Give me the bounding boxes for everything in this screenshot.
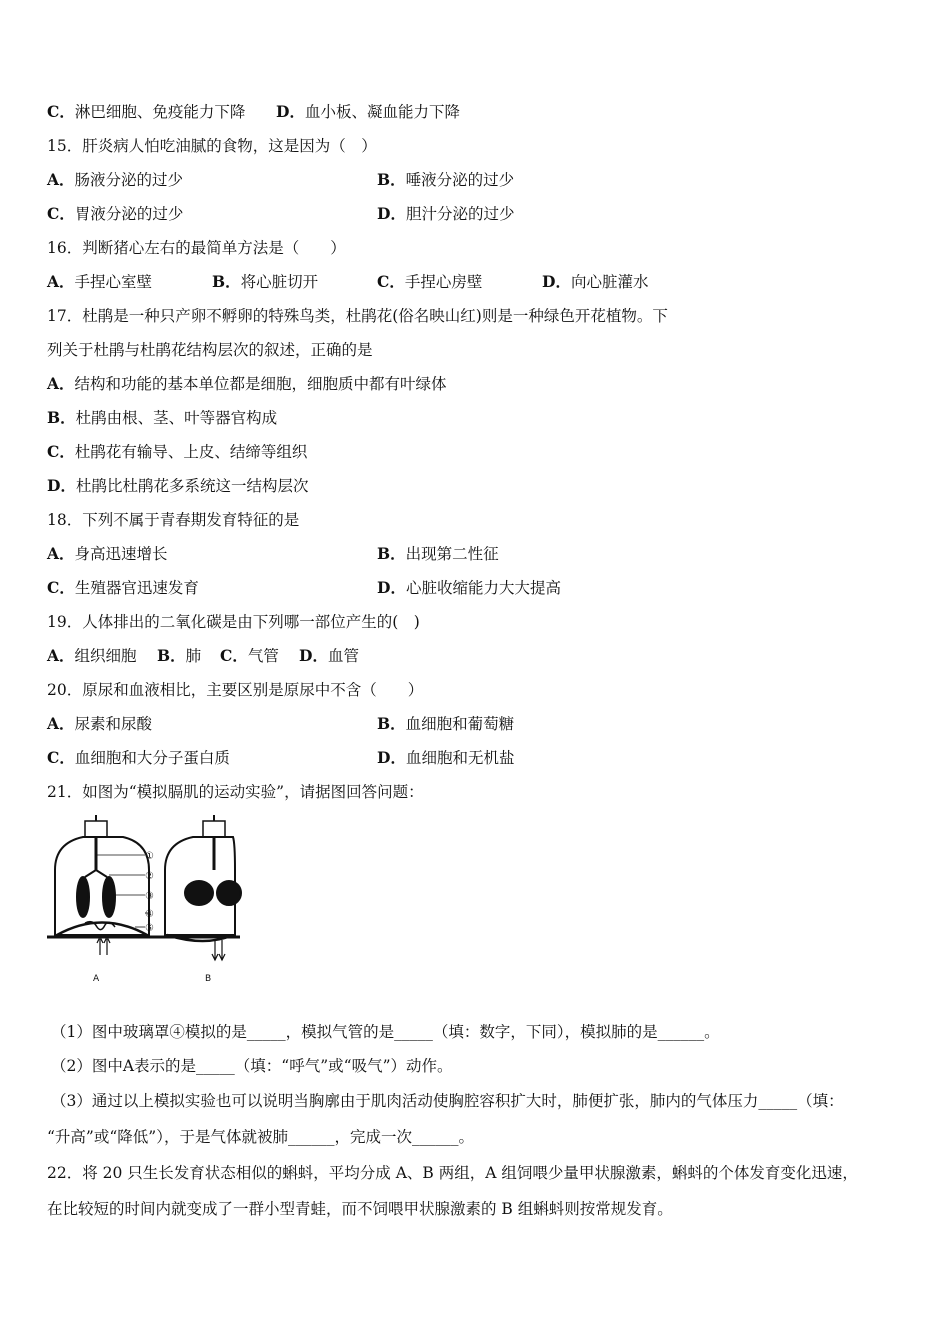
option-letter: B． [377, 544, 406, 563]
label-4: ④ [145, 909, 154, 920]
q18-stem: 18．下列不属于青春期发育特征的是 [47, 511, 300, 529]
bell-jar-a [55, 837, 149, 935]
option-text: 杜鹃比杜鹃花多系统这一结构层次 [75, 477, 309, 495]
label-5: ⑤ [145, 923, 154, 934]
q19-stem: 19．人体排出的二氧化碳是由下列哪一部位产生的( ) [47, 613, 420, 631]
option-text: 血管 [327, 647, 359, 665]
label-b: B [205, 974, 212, 984]
stopper-b [203, 821, 225, 837]
option-letter: C． [47, 748, 75, 767]
option-letter: B． [377, 714, 406, 733]
q21-sub1: （1）图中玻璃罩④模拟的是_____，模拟气管的是_____（填：数字，下同），模拟肺的是______。 [51, 1023, 720, 1041]
option-letter: A． [47, 170, 75, 189]
option-text: 杜鹃由根、茎、叶等器官构成 [75, 409, 278, 427]
q17-stem-line1: 17．杜鹃是一种只产卵不孵卵的特殊鸟类，杜鹃花(俗名映山红)则是一种绿色开花植物。下 [47, 307, 668, 325]
option-text: 心脏收缩能力大大提高 [405, 579, 561, 597]
option-text: 杜鹃花有输导、上皮、结缔等组织 [74, 443, 308, 461]
option-text: 唾液分泌的过少 [405, 171, 515, 189]
option-letter: C． [47, 578, 75, 597]
q17-option-b [47, 408, 277, 428]
option-text: 血细胞和葡萄糖 [405, 715, 515, 733]
option-text: 身高迅速增长 [74, 545, 168, 563]
q17-option-d [47, 476, 308, 496]
q22-line1: 22．将 20 只生长发育状态相似的蝌蚪，平均分成 A、B 两组，A 组饲喂少量甲状腺激素，蝌蚪的个体发育变化迅速， [47, 1164, 858, 1182]
q21-sub3-line1: （3）通过以上模拟实验也可以说明当胸廓由于肌肉活动使胸腔容积扩大时，肺便扩张，肺内的气体压力_____（填： [51, 1092, 844, 1110]
q17-option-c [47, 442, 307, 462]
option-letter: A． [47, 714, 75, 733]
option-letter: C． [377, 272, 405, 291]
option-text: 肠液分泌的过少 [74, 171, 184, 189]
q15-stem: 15．肝炎病人怕吃油腻的食物，这是因为（ ） [47, 137, 377, 155]
option-text: 胆汁分泌的过少 [405, 205, 515, 223]
option-letter: C． [47, 102, 75, 121]
option-text: 生殖器官迅速发育 [74, 579, 199, 597]
option-letter: B． [377, 170, 406, 189]
option-letter: B． [47, 408, 76, 427]
option-text: 血细胞和大分子蛋白质 [74, 749, 230, 767]
q21-sub3-line2: “升高”或“降低”），于是气体就被肺______，完成一次______。 [47, 1128, 474, 1146]
option-letter: B． [157, 646, 186, 665]
option-letter: A． [47, 272, 75, 291]
option-letter: C． [47, 204, 75, 223]
q21-stem: 21．如图为“模拟膈肌的运动实验”，请据图回答问题： [47, 783, 424, 801]
option-text: 血细胞和无机盐 [405, 749, 515, 767]
option-text: 出现第二性征 [405, 545, 499, 563]
bronchi-a [85, 870, 107, 877]
option-letter: A． [47, 544, 75, 563]
stopper-a [85, 821, 107, 837]
label-1: ① [145, 851, 154, 862]
option-text: 胃液分泌的过少 [74, 205, 184, 223]
option-text: 血小板、凝血能力下降 [304, 103, 460, 121]
q17-stem-line2: 列关于杜鹃与杜鹃花结构层次的叙述，正确的是 [47, 341, 373, 359]
option-text: 气管 [247, 647, 279, 665]
lung-b-right [217, 881, 241, 905]
option-text: 将心脏切开 [240, 273, 319, 291]
option-text: 结构和功能的基本单位都是细胞，细胞质中都有叶绿体 [74, 375, 447, 393]
q22-line2: 在比较短的时间内就变成了一群小型青蛙，而不饲喂甲状腺激素的 B 组蝌蚪则按常规发育。 [47, 1200, 673, 1218]
option-letter: C． [47, 442, 75, 461]
option-letter: D． [377, 748, 406, 767]
option-letter: C． [220, 646, 248, 665]
lung-a-right [103, 877, 115, 917]
option-letter: A． [47, 374, 75, 393]
option-letter: B． [212, 272, 241, 291]
option-letter: D． [377, 204, 406, 223]
option-text: 手捏心房壁 [404, 273, 483, 291]
option-letter: D． [47, 476, 76, 495]
option-text: 组织细胞 [74, 647, 137, 665]
option-letter: A． [47, 646, 75, 665]
lung-a-left [77, 877, 89, 917]
label-3: ③ [145, 891, 154, 902]
q21-sub2: （2）图中A表示的是_____（填：“呼气”或“吸气”）动作。 [51, 1057, 453, 1075]
label-2: ② [145, 871, 154, 882]
option-letter: D． [542, 272, 571, 291]
option-text: 向心脏灌水 [570, 273, 649, 291]
option-text: 手捏心室壁 [74, 273, 153, 291]
q20-stem: 20．原尿和血液相比，主要区别是原尿中不含（ ） [47, 681, 424, 699]
q17-option-a [47, 374, 447, 394]
option-text: 肺 [185, 647, 202, 665]
option-text: 淋巴细胞、免疫能力下降 [74, 103, 246, 121]
diaphragm-model-figure [45, 815, 245, 990]
option-letter: D． [377, 578, 406, 597]
option-letter: D． [299, 646, 328, 665]
lung-b-left [185, 881, 213, 905]
label-a: A [93, 974, 100, 984]
option-letter: D． [276, 102, 305, 121]
option-text: 尿素和尿酸 [74, 715, 153, 733]
q16-stem: 16．判断猪心左右的最简单方法是（ ） [47, 239, 346, 257]
